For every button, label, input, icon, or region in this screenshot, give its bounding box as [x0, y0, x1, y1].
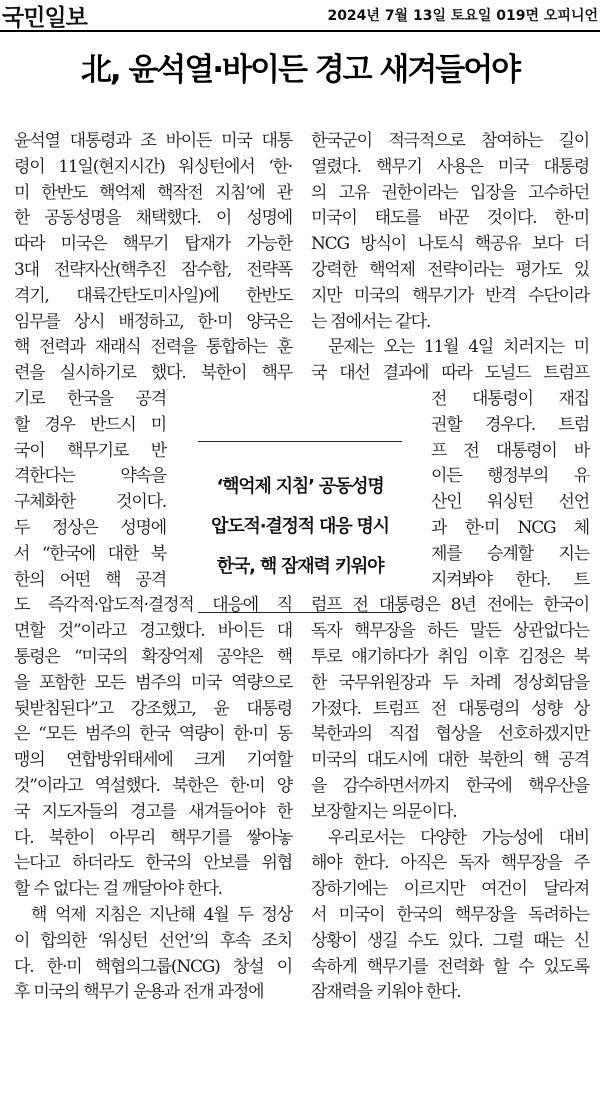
article-line: 것”이라고 역설했다. 북한은 한·미 양	[14, 775, 292, 796]
article-line: 국 지도자들의 경고를 새겨들어야 한	[14, 801, 292, 822]
article-line: 우리로서는 다양한 가능성에 대비	[328, 827, 589, 848]
article-line: 의 고유 권한이라는 입장을 고수하던	[311, 182, 589, 203]
article-line: 국 대선 결과에 따라 도널드 트럼프	[311, 363, 589, 384]
article-line: 가졌다. 트럼프 전 대통령의 성향 상	[311, 698, 589, 719]
article-line: 격한다는 약속을	[14, 466, 166, 487]
article-line: 전 대통령이 재집	[431, 388, 589, 409]
article-line: 해야 한다. 아직은 독자 핵무장을 주	[311, 853, 589, 874]
article-line: 통령은 “미국의 확장억제 공약은 핵	[14, 646, 292, 667]
pull-quote-top-rule	[198, 441, 402, 442]
article-line: 산인 워싱턴 선언	[431, 492, 589, 513]
article-line: 한 국무위원장과 두 차례 정상회담을	[311, 672, 589, 693]
article-line: 보장할지는 의문이다.	[311, 801, 457, 822]
article-line: 3대 전략자산(핵추진 잠수함, 전략폭	[14, 259, 292, 280]
article-line: 한 공동성명을 채택했다. 이 성명에	[14, 208, 292, 229]
article-line: 제를 승계할 지는	[431, 543, 589, 564]
article-line: 격기, 대륙간탄도미사일)에 한반도	[14, 285, 292, 306]
article-line: 문제는 오는 11월 4일 치러지는 미	[328, 337, 589, 358]
article-line: 독자 핵무장을 하든 말든 상관없다는	[311, 621, 589, 642]
article-line: 령이 11일(현지시간) 워싱턴에서 ‘한·	[14, 156, 292, 177]
article-line: 미국의 대도시에 대한 북한의 핵 공격	[311, 750, 589, 771]
pull-quote-line: ‘핵억제 지침’ 공동성명	[216, 476, 384, 497]
article-line: 이 합의한 ‘워싱턴 선언’의 후속 조치	[14, 930, 292, 951]
article-line: 투로 얘기하다가 취임 이후 김정은 북	[311, 646, 589, 667]
article-line: 럼프 전 대통령은 8년 전에는 한국이	[311, 595, 589, 616]
article-line: 는다고 하더라도 한국의 안보를 위협	[14, 853, 292, 874]
article-line: 미 한반도 핵억제 핵작전 지침’에 관	[14, 182, 292, 203]
article-line: 과 한·미 NCG 체	[431, 517, 589, 538]
article-line: 한국군이 적극적으로 참여하는 길이	[311, 131, 589, 151]
article-line: 뒷받침된다”고 강조했고, 윤 대통령	[14, 698, 292, 719]
article-line: 국이 핵무기로 반	[14, 440, 166, 461]
edition-info: 2024년 7월 13일 토요일 019면 오피니언	[327, 8, 598, 24]
article-line: 한의 어떤 핵 공격	[14, 569, 166, 590]
masthead	[0, 0, 600, 32]
article-line: 지켜봐야 한다. 트	[431, 569, 589, 590]
article-line: 미국이 태도를 바꾼 것이다. 한·미	[311, 208, 589, 229]
article-line: 은 “모든 범주의 한국 역량이 한·미 동	[14, 724, 292, 745]
article-line: 장하기에는 이르지만 여건이 달라져	[311, 879, 589, 900]
article-line: 지만 미국의 핵무기가 반격 수단이라	[311, 285, 589, 306]
article-line: 핵 억제 지침은 지난해 4월 두 정상	[31, 904, 292, 925]
article-line: 윤석열 대통령과 조 바이든 미국 대통	[14, 131, 292, 151]
article-line: 속하게 핵무기를 전력화 할 수 있도록	[311, 956, 589, 977]
article-line: 열렸다. 핵무기 사용은 미국 대통령	[311, 156, 589, 177]
article-line: 권할 경우다. 트럼	[431, 414, 589, 435]
pull-quote-bottom-rule	[198, 612, 402, 613]
article-line: 을 포함한 모든 범주의 미국 역량으로	[14, 672, 292, 693]
article-line: 도 즉각적·압도적·결정적 대응에 직	[14, 595, 292, 616]
article-line: 이든 행정부의 유	[431, 466, 589, 487]
article-line: 프 전 대통령이 바	[431, 440, 589, 461]
article-line: 구체화한 것이다.	[14, 492, 166, 513]
article-line: 는 점에서는 같다.	[311, 311, 431, 332]
article-line: 맹의 연합방위태세에 크게 기여할	[14, 750, 292, 771]
article-line: 강력한 핵억제 전략이라는 평가도 있	[311, 259, 589, 280]
article-line: NCG 방식이 나토식 핵공유 보다 더	[311, 234, 589, 255]
pull-quote-box	[168, 441, 432, 613]
article-line: 다. 북한이 아무리 핵무기를 쌓아놓	[14, 827, 292, 848]
pull-quote-text	[168, 467, 432, 587]
article-line: 련을 실시하기로 했다. 북한이 핵무	[14, 363, 292, 384]
editorial-headline: 北, 윤석열·바이든 경고 새겨들어야	[80, 52, 520, 88]
article-line: 서 미국이 한국의 핵무장을 독려하는	[311, 904, 589, 925]
article-line: 임무를 상시 배정하고, 한·미 양국은	[14, 311, 292, 332]
pull-quote-line: 한국, 핵 잠재력 키워야	[216, 556, 384, 577]
article-line: 할 경우 반드시 미	[14, 414, 166, 435]
newspaper-logo: 국민일보	[2, 5, 87, 31]
article-line: 기로 한국을 공격	[14, 388, 166, 409]
article-line: 면할 것”이라고 경고했다. 바이든 대	[14, 621, 292, 642]
article-line: 상황이 생길 수도 있다. 그럴 때는 신	[311, 930, 589, 951]
article-line: 잠재력을 키워야 한다.	[311, 982, 461, 1003]
article-line: 을 감수하면서까지 한국에 핵우산을	[311, 775, 589, 796]
article-line: 두 정상은 성명에	[14, 517, 166, 538]
article-line: 따라 미국은 핵무기 탑재가 가능한	[14, 234, 292, 255]
article-line: 북한과의 직접 협상을 선호하겠지만	[311, 724, 589, 745]
article-line: 다. 한·미 핵협의그룹(NCG) 창설 이	[14, 956, 292, 977]
pull-quote-line: 압도적·결정적 대응 명시	[211, 516, 389, 537]
article-line: 서 “한국에 대한 북	[14, 543, 166, 564]
article-line: 후 미국의 핵무기 운용과 전개 과정에	[14, 982, 264, 1003]
article-line: 핵 전력과 재래식 전력을 통합하는 훈	[14, 337, 292, 358]
article-line: 할 수 없다는 걸 깨달아야 한다.	[14, 879, 222, 900]
